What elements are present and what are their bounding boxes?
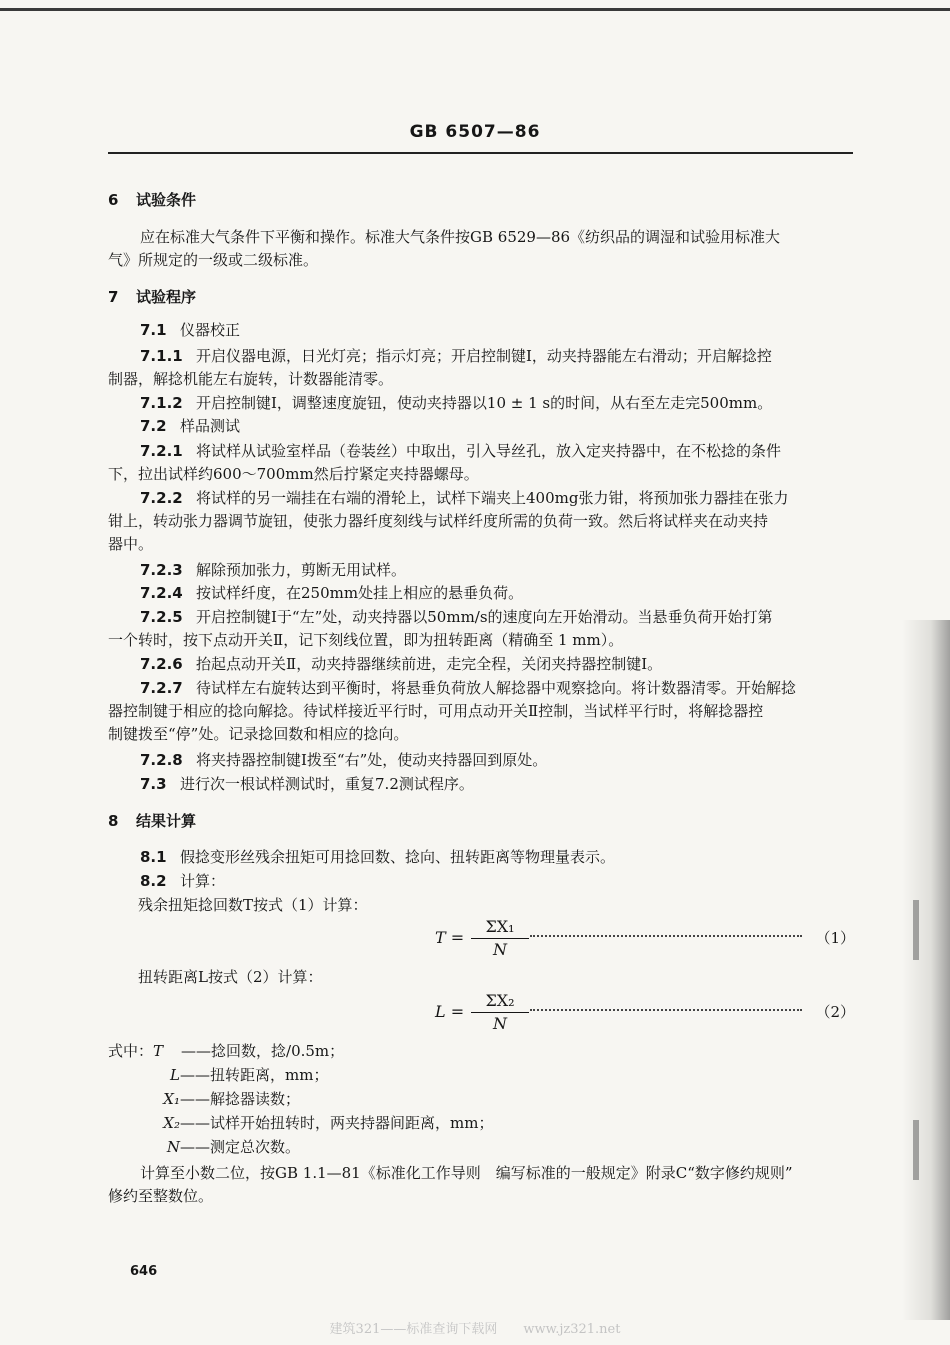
paragraph-line: 假捻变形丝残余扭矩可用捻回数、捻向、扭转距离等物理量表示。 (180, 848, 616, 866)
scan-edge-shadow (902, 620, 950, 1320)
legend-desc: ——试样开始扭转时，两夹持器间距离，mm； (180, 1114, 494, 1132)
clause-7-2-1 (108, 440, 853, 486)
paragraph-line: 一个转时，按下点动开关Ⅱ，记下刻线位置，即为扭转距离（精确至 1 mm）。 (108, 631, 624, 649)
paragraph-line: 进行次一根试样测试时，重复7.2测试程序。 (180, 775, 474, 793)
clause-7-3 (108, 773, 853, 796)
formula-2 (435, 990, 855, 1036)
clause-7-1-2 (108, 392, 853, 415)
clause-number: 7.3 (140, 775, 167, 793)
paragraph-line: 制键拨至“停”处。记录捻回数和相应的捻向。 (108, 725, 409, 743)
formula-2-intro: 扭转距离L按式（2）计算： (138, 968, 323, 986)
section-title: 结果计算 (136, 812, 197, 830)
section-title: 试验程序 (136, 288, 197, 306)
clause-7-1 (108, 319, 885, 342)
closing-paragraph (108, 1162, 853, 1208)
paragraph-line: 将试样从试验室样品（卷装丝）中取出，引入导丝孔，放入定夹持器中，在不松捻的条件 (196, 442, 782, 460)
clause-number: 7.1.1 (140, 347, 183, 365)
clause-8-1 (108, 846, 853, 869)
scan-edge-mark (913, 900, 919, 960)
clause-number: 7.2.6 (140, 655, 183, 673)
section-6-heading (108, 189, 853, 212)
clause-number: 7.2.2 (140, 489, 183, 507)
clause-7-2-3 (108, 559, 853, 582)
clause-7-2-6 (108, 653, 853, 676)
legend-desc: ——测定总次数。 (180, 1138, 301, 1156)
paragraph-line: 解除预加张力，剪断无用试样。 (196, 561, 407, 579)
equation-number: （1） (815, 929, 855, 947)
paragraph-line: 抬起点动开关Ⅱ，动夹持器继续前进，走完全程，关闭夹持器控制键Ⅰ。 (196, 655, 663, 673)
clause-number: 8.1 (140, 848, 167, 866)
legend-row (108, 1135, 493, 1159)
formula-denominator: N (493, 1014, 507, 1033)
clause-7-2 (108, 415, 885, 438)
header-rule (108, 152, 853, 154)
legend-symbol: X₂ (163, 1114, 180, 1132)
clause-8-2 (108, 870, 853, 893)
clause-7-2-4 (108, 582, 853, 605)
section-6-paragraph (108, 226, 853, 272)
formula-1 (435, 916, 855, 962)
clause-number: 7.1.2 (140, 394, 183, 412)
legend-prefix: 式中： (108, 1042, 154, 1060)
paragraph-line: 将试样的另一端挂在右端的滑轮上，试样下端夹上400mg张力钳，将预加张力器挂在张力 (196, 489, 789, 507)
paragraph-line: 器控制键于相应的捻向解捻。待试样接近平行时，可用点动开关Ⅱ控制，当试样平行时，将解捻器控 (108, 702, 764, 720)
leader-dots (530, 932, 802, 937)
clause-number: 7.2.7 (140, 679, 183, 697)
section-number: 6 (108, 191, 119, 209)
clause-number: 7.2.4 (140, 584, 183, 602)
paragraph-line: 制器，解捻机能左右旋转，计数器能清零。 (108, 370, 394, 388)
legend-desc: ——捻回数，捻/0.5m； (181, 1042, 345, 1060)
page-number: 646 (130, 1264, 158, 1279)
clause-7-2-5 (108, 606, 853, 652)
paragraph-line: 钳上，转动张力器调节旋钮，使张力器纤度刻线与试样纤度所需的负荷一致。然后将试样夹在动夹持 (108, 512, 769, 530)
legend-symbol: X₁ (163, 1090, 180, 1108)
paragraph-line: 将夹持器控制键Ⅰ拨至“右”处，使动夹持器回到原处。 (196, 751, 548, 769)
clause-number: 7.2.3 (140, 561, 183, 579)
paragraph-line: 计算至小数二位，按GB 1.1—81《标准化工作导则 编写标准的一般规定》附录C“数字修约规则” (140, 1164, 793, 1182)
clause-number: 7.2 (140, 417, 167, 435)
formula-numerator: ΣX₁ (471, 916, 529, 939)
paragraph-line: 待试样左右旋转达到平衡时，将悬垂负荷放人解捻器中观察捻向。将计数器清零。开始解捻 (196, 679, 797, 697)
formula-lhs: T = (435, 928, 465, 947)
formula-1-intro: 残余扭矩捻回数T按式（1）计算： (138, 896, 368, 914)
formula-denominator: N (493, 940, 507, 959)
clause-7-2-8 (108, 749, 853, 772)
legend-desc: ——解捻器读数； (180, 1090, 301, 1108)
paragraph-line: 开启控制键Ⅰ，调整速度旋钮，使动夹持器以10 ± 1 s的时间，从右至左走完500mm。 (196, 394, 773, 412)
clause-title: 仪器校正 (180, 321, 241, 339)
legend-symbol: L (170, 1066, 180, 1084)
section-8-heading (108, 810, 853, 833)
clause-number: 8.2 (140, 872, 167, 890)
paragraph-line: 开启控制键Ⅰ于“左”处，动夹持器以50mm/s的速度向左开始滑动。当悬垂负荷开始打第 (196, 608, 773, 626)
equation-number: （2） (815, 1003, 855, 1021)
paragraph-line: 器中。 (108, 535, 154, 553)
leader-dots (530, 1006, 802, 1011)
section-7-heading (108, 286, 853, 309)
clause-title: 样品测试 (180, 417, 241, 435)
formula-fraction (471, 916, 529, 961)
clause-number: 7.1 (140, 321, 167, 339)
clause-7-2-2 (108, 487, 853, 556)
standard-code-header: GB 6507—86 (409, 122, 541, 142)
section-title: 试验条件 (136, 191, 197, 209)
legend-row (108, 1039, 493, 1063)
legend-symbol: N (166, 1138, 180, 1156)
paragraph-line: 按试样纤度，在250mm处挂上相应的悬垂负荷。 (196, 584, 524, 602)
paragraph-line: 计算： (180, 872, 226, 890)
formula-fraction (471, 990, 529, 1035)
clause-number: 7.2.5 (140, 608, 183, 626)
symbol-legend (108, 1039, 493, 1159)
legend-desc: ——扭转距离，mm； (180, 1066, 329, 1084)
section-number: 7 (108, 288, 119, 306)
clause-number: 7.2.8 (140, 751, 183, 769)
section-number: 8 (108, 812, 119, 830)
paragraph-line: 下，拉出试样约600～700mm然后拧紧定夹持器螺母。 (108, 465, 479, 483)
legend-row (108, 1111, 493, 1135)
formula-lhs: L = (435, 1002, 465, 1021)
formula-numerator: ΣX₂ (471, 990, 529, 1013)
watermark: 建筑321——标准查询下载网 www.jz321.net (329, 1322, 621, 1337)
paragraph-line: 开启仪器电源，日光灯亮；指示灯亮；开启控制键Ⅰ，动夹持器能左右滑动；开启解捻控 (196, 347, 772, 365)
scan-edge-mark (913, 1120, 919, 1180)
paragraph-line: 修约至整数位。 (108, 1187, 214, 1205)
scan-top-edge (0, 8, 950, 11)
clause-number: 7.2.1 (140, 442, 183, 460)
legend-row (108, 1063, 493, 1087)
legend-row (108, 1087, 493, 1111)
clause-7-1-1 (108, 345, 853, 391)
paragraph-line: 气》所规定的一级或二级标准。 (108, 251, 319, 269)
clause-7-2-7 (108, 677, 853, 746)
legend-symbol: T (153, 1042, 164, 1060)
paragraph-line: 应在标准大气条件下平衡和操作。标准大气条件按GB 6529—86《纺织品的调湿和试验用标准大 (140, 228, 781, 246)
